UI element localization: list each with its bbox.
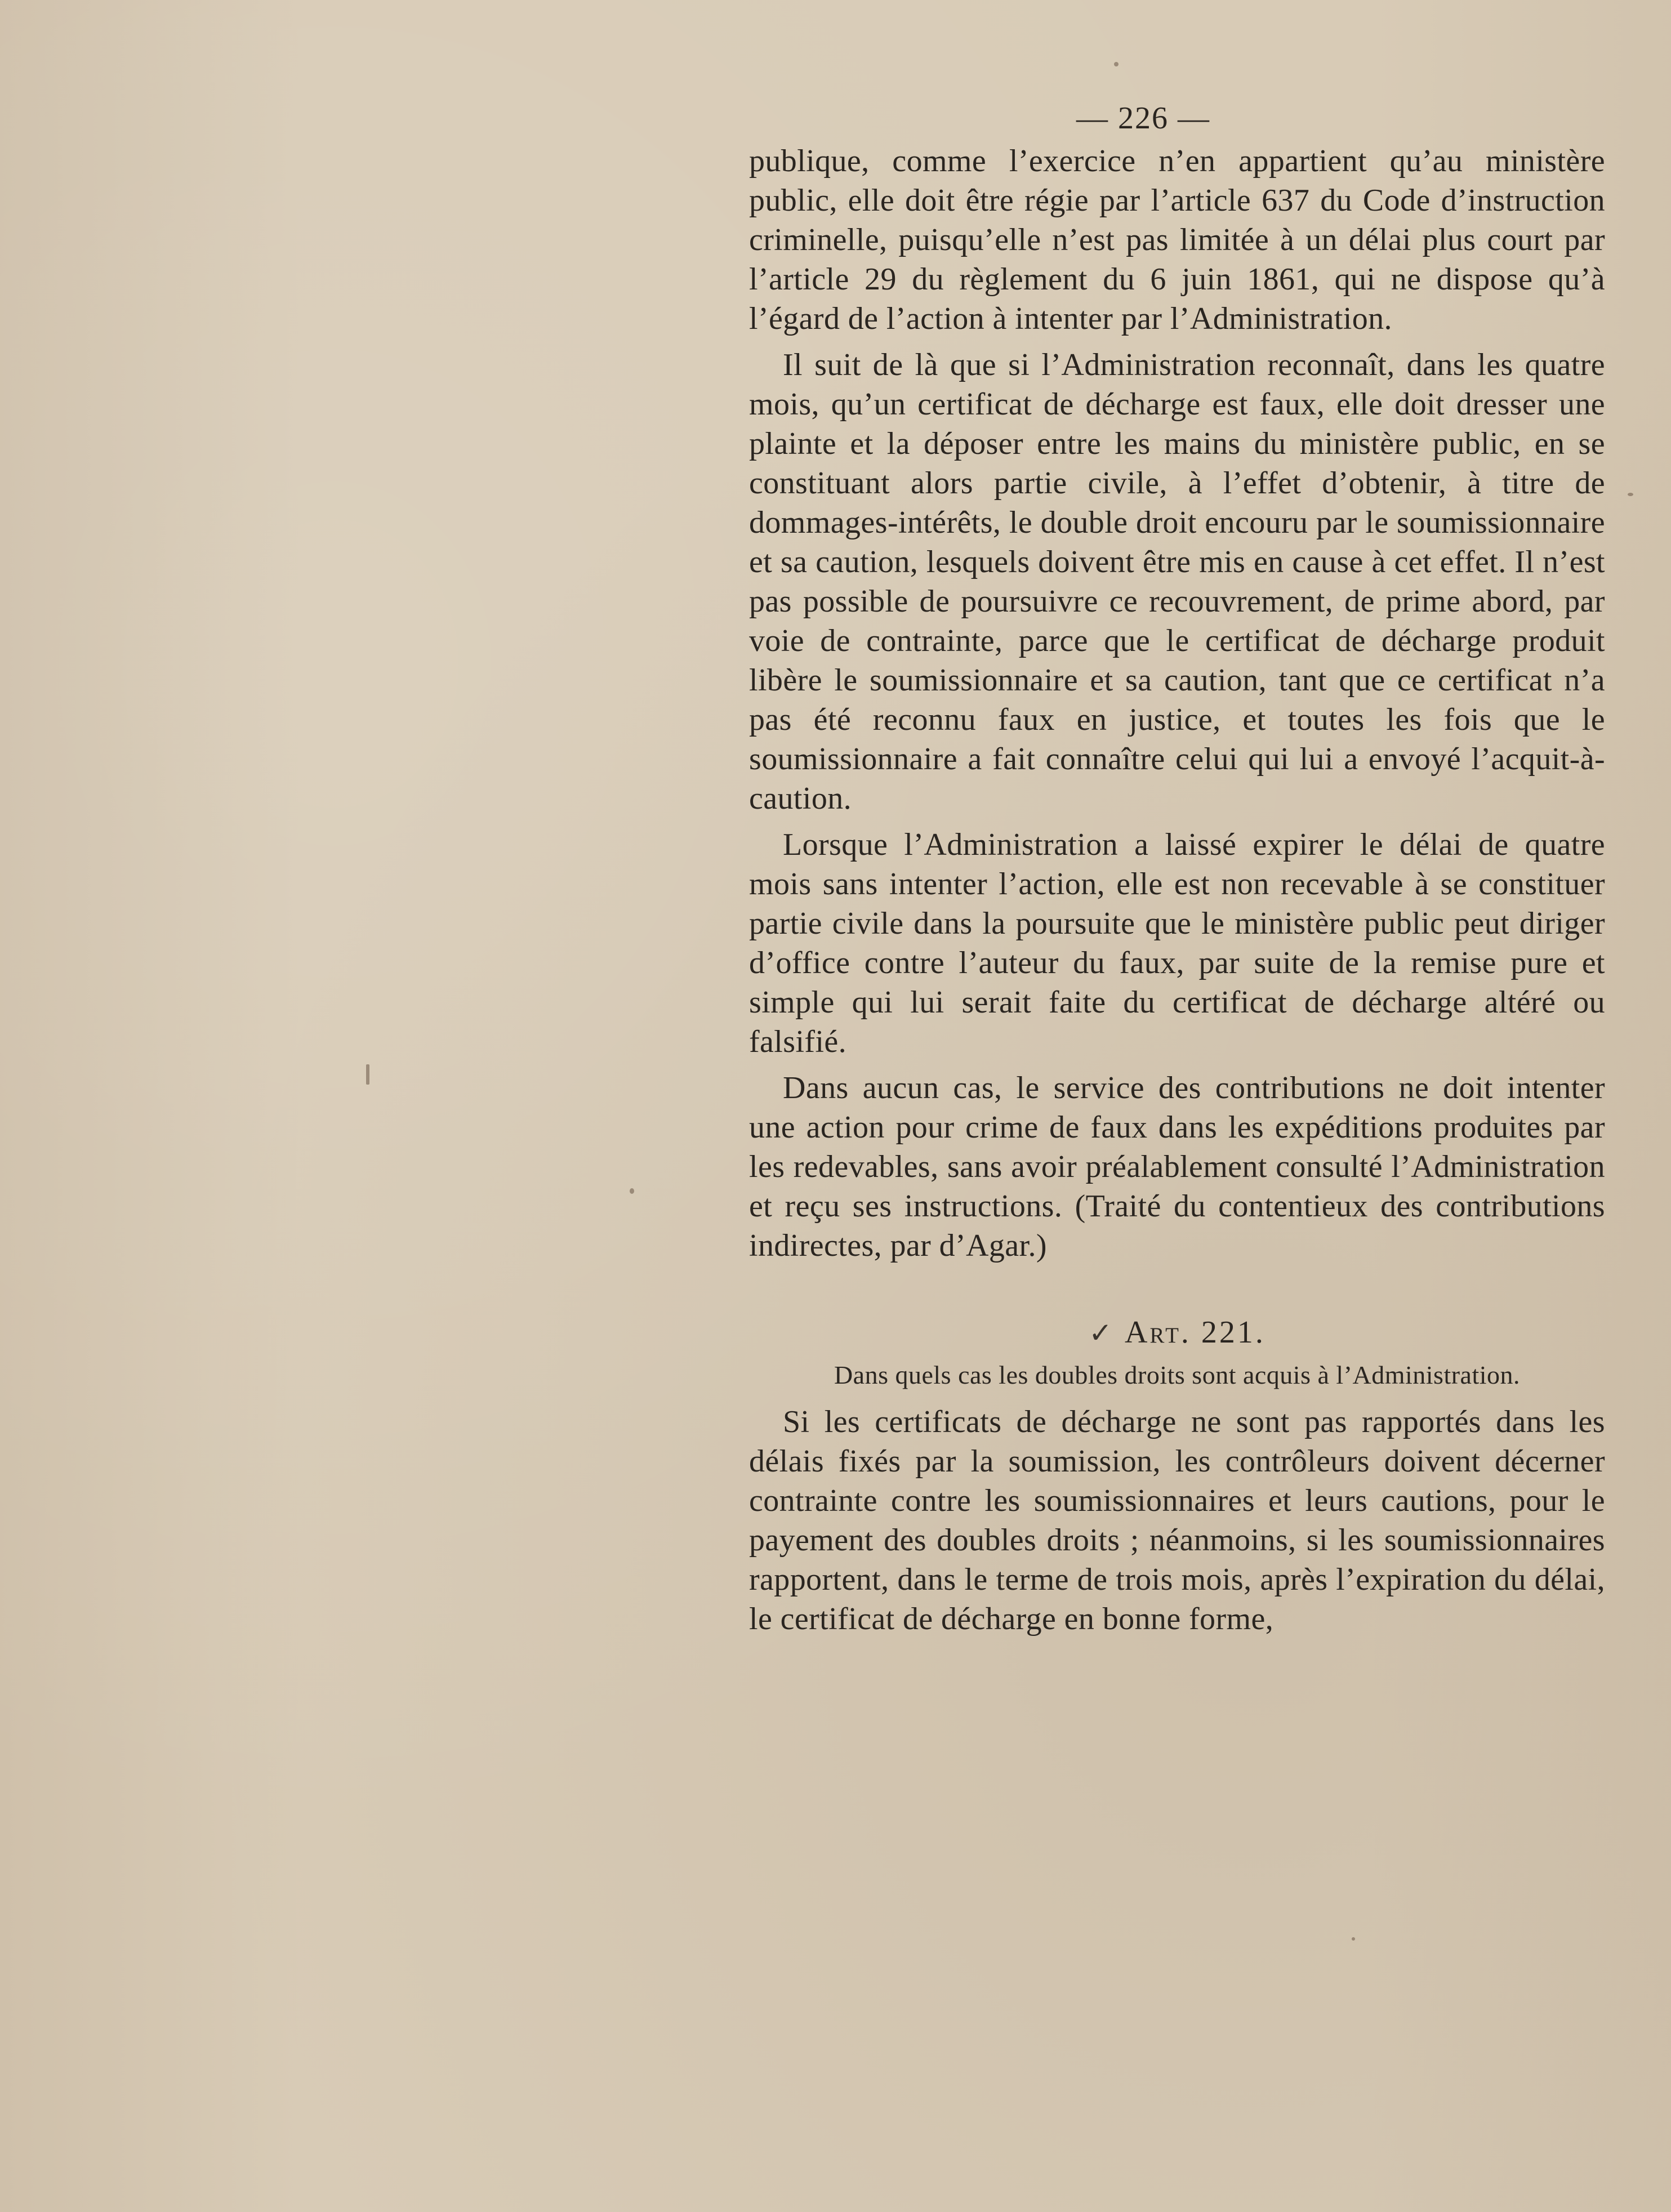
- paper-speck: [1114, 62, 1119, 66]
- paper-speck: [366, 1064, 369, 1085]
- check-mark-icon: ✓: [1089, 1317, 1115, 1349]
- paper-speck: [1628, 493, 1633, 496]
- paper-speck: [630, 1188, 634, 1194]
- page-number: — 226 —: [1076, 101, 1210, 136]
- paragraph: Dans aucun cas, le service des contributions ne doit intenter une action pour crime de faux dans les expéditions produites par les redevables, sans avoir préalablement consulté l’Administration et reçu ses instructions. (Traité du contentieux des contributions indirectes, par d’Agar.): [749, 1071, 1605, 1263]
- article-subtitle: Dans quels cas les doubles droits sont acquis à l’Administration.: [834, 1361, 1521, 1389]
- article-heading: [749, 1313, 1605, 1353]
- article-number: Art. 221.: [1124, 1315, 1265, 1350]
- text-column: [749, 99, 1605, 1639]
- paragraph: Lorsque l’Administration a laissé expirer le délai de quatre mois sans intenter l’action, elle est non recevable à se constituer partie civile dans la poursuite que le ministère public peut diriger d’office contre l’auteur du faux, par suite de la remise pure et simple qui lui serait faite du certificat de décharge altéré ou falsifié.: [749, 827, 1605, 1059]
- paragraph: Il suit de là que si l’Administration reconnaît, dans les quatre mois, qu’un certificat de décharge est faux, elle doit dresser une plainte et la déposer entre les mains du ministère public, en se constituant alors partie civile, à l’effet d’obtenir, à titre de dommages-intérêts, le double droit encouru par le soumissionnaire et sa caution, lesquels doivent être mis en cause à cet effet. Il n’est pas possible de poursuivre ce recouvrement, de prime abord, par voie de contrainte, parce que le certificat de décharge produit libère le soumissionnaire et sa caution, tant que ce certificat n’a pas été reconnu faux en justice, et toutes les fois que le soumissionnaire a fait connaître celui qui lui a envoyé l’acquit-à-caution.: [749, 347, 1605, 816]
- paragraph: publique, comme l’exercice n’en appartient qu’au ministère public, elle doit être régie par l’article 637 du Code d’instruction criminelle, puisqu’elle n’est pas limitée à un délai plus court par l’article 29 du règlement du 6 juin 1861, qui ne dispose qu’à l’égard de l’action à intenter par l’Administration.: [749, 144, 1605, 336]
- paragraph: Si les certificats de décharge ne sont pas rapportés dans les délais fixés par la soumission, les contrôleurs doivent décerner contrainte contre les soumissionnaires et leurs cautions, pour le payement des doubles droits ; néanmoins, si les soumissionnaires rapportent, dans le terme de trois mois, après l’expiration du délai, le certificat de décharge en bonne forme,: [749, 1404, 1605, 1636]
- paper-speck: [1352, 1937, 1355, 1941]
